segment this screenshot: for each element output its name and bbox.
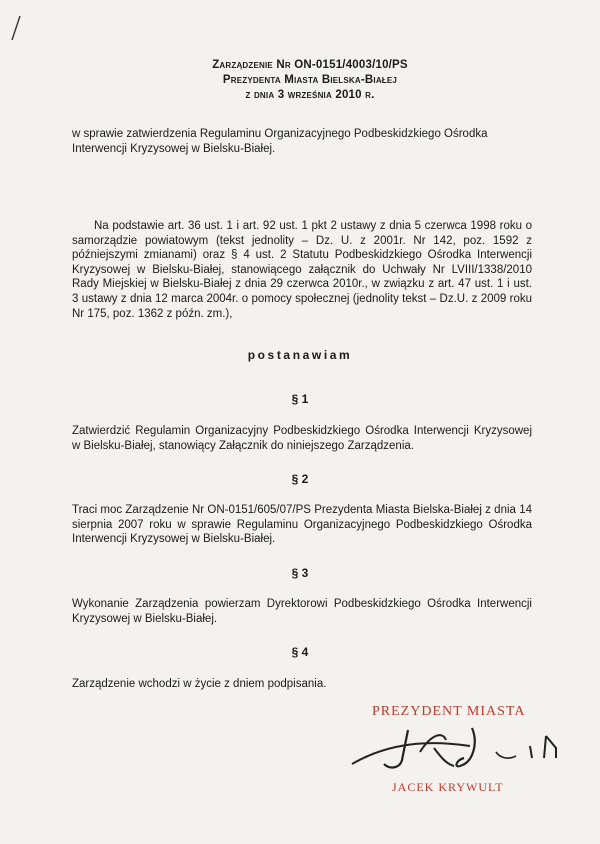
section-4-mark: § 4 — [291, 645, 309, 659]
document-header — [180, 58, 440, 103]
section-3-text: Wykonanie Zarządzenia powierzam Dyrektorowi Podbeskidzkiego Ośrodka Interwencji Kryzysowej w Bielsku-Białej. — [72, 598, 532, 625]
section-2-mark: § 2 — [291, 472, 309, 486]
stamp-title: PREZYDENT MIASTA — [372, 704, 526, 719]
decision-word: postanawiam — [247, 348, 353, 362]
pen-mark-icon — [6, 14, 26, 44]
section-3-mark: § 3 — [291, 566, 309, 580]
legal-basis-paragraph: Na podstawie art. 36 ust. 1 i art. 92 ust. 1 pkt 2 ustawy z dnia 5 czerwca 1998 roku o samorządzie powiatowym (tekst jednolity – Dz. U. z 2001r. Nr 142, poz. 1592 z późniejszymi zmianami) oraz § 4 ust. 2 Statutu Podbeskidzkiego Ośrodka Interwencji Kryzysowej w Bielsku-Białej, stanowiącego załącznik do Uchwały Nr LVIII/1338/2010 Rady Miejskiej w Bielsku-Białej z dnia 29 czerwca 2010r., w związku z art. 47 ust. 1 i ust. 3 ustawy z dnia 12 marca 2004r. o pomocy społecznej (jednolity tekst – Dz.U. z 2009 roku Nr 175, poz. 1362 z późn. zm.), — [72, 220, 532, 320]
stamp-name: JACEK KRYWULT — [392, 780, 504, 794]
section-4-text: Zarządzenie wchodzi w życie z dniem podpisania. — [72, 678, 327, 690]
header-line-1: Zarządzenie Nr ON-0151/4003/10/PS — [212, 59, 408, 71]
section-2-text: Traci moc Zarządzenie Nr ON-0151/605/07/PS Prezydenta Miasta Bielska-Białej z dnia 14 sierpnia 2007 roku w sprawie Regulaminu Organizacyjnego Podbeskidzkiego Ośrodka Interwencji Kryzysowej w Bielsku-Białej. — [72, 504, 532, 546]
section-1-text: Zatwierdzić Regulamin Organizacyjny Podbeskidzkiego Ośrodka Interwencji Kryzysowej w Bielsku-Białej, stanowiący Załącznik do niniejszego Zarządzenia. — [72, 425, 532, 452]
header-line-2: Prezydenta Miasta Bielska-Białej — [222, 74, 398, 86]
handwritten-signature-icon — [350, 712, 580, 782]
section-1-mark: § 1 — [291, 392, 309, 406]
document-subject: w sprawie zatwierdzenia Regulaminu Organizacyjnego Podbeskidzkiego Ośrodka Interwencji Kryzysowej w Bielsku-Białej. — [72, 128, 488, 155]
header-line-3: z dnia 3 września 2010 r. — [245, 89, 375, 101]
